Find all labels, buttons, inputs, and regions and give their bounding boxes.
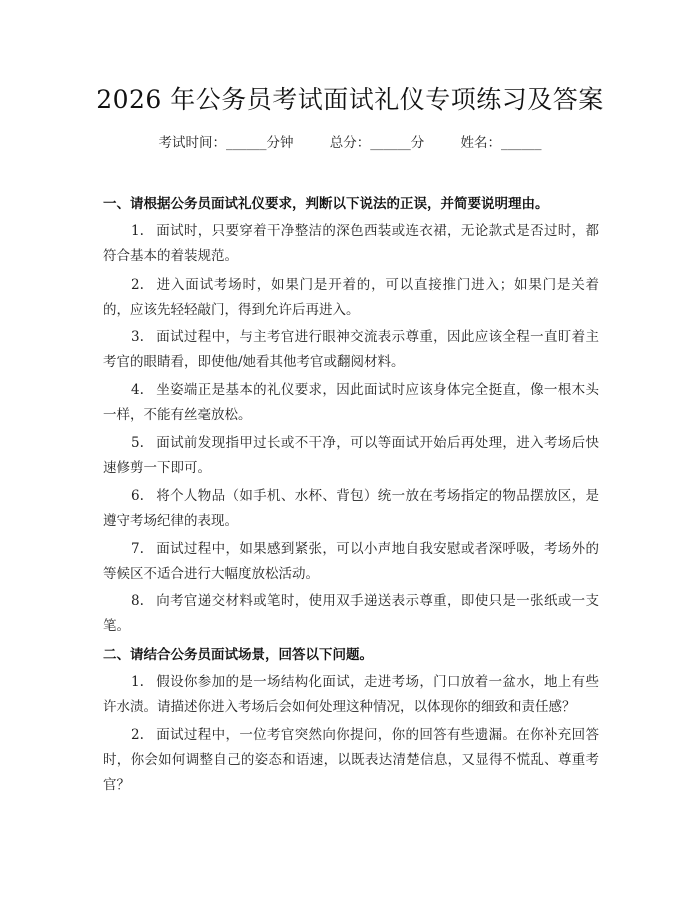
exam-meta [0, 131, 700, 151]
question-1-7 [103, 537, 599, 587]
question-number: 1. [131, 674, 144, 690]
question-number: 3. [131, 329, 144, 345]
question-text: 面试过程中，如果感到紧张，可以小声地自我安慰或者深呼吸，考场外的等候区不适合进行大幅度放松活动。 [103, 541, 599, 582]
question-number: 8. [131, 593, 144, 609]
question-text: 假设你参加的是一场结构化面试，走进考场，门口放着一盆水，地上有些许水渍。请描述你进入考场后会如何处理这种情况，以体现你的细致和责任感？ [103, 674, 599, 715]
question-1-4 [103, 378, 599, 428]
question-text: 向考官递交材料或笔时，使用双手递送表示尊重，即使只是一张纸或一支笔。 [103, 593, 599, 634]
question-number: 5. [131, 435, 144, 451]
question-1-1 [103, 219, 599, 269]
question-1-2 [103, 273, 599, 323]
question-text: 坐姿端正是基本的礼仪要求，因此面试时应该身体完全挺直，像一根木头一样，不能有丝毫放松。 [103, 382, 599, 423]
question-1-6 [103, 484, 599, 534]
question-text: 面试时，只要穿着干净整洁的深色西装或连衣裙，无论款式是否过时，都符合基本的着装规范。 [103, 223, 599, 264]
question-text: 将个人物品（如手机、水杯、背包）统一放在考场指定的物品摆放区，是遵守考场纪律的表现。 [103, 488, 599, 529]
exam-time-field: 考试时间：______分钟 [158, 135, 294, 151]
question-number: 2. [131, 277, 144, 293]
question-1-3 [103, 325, 599, 375]
question-number: 7. [131, 541, 144, 557]
question-number: 2. [131, 727, 144, 743]
name-field: 姓名：______ [460, 135, 542, 151]
question-number: 4. [131, 382, 144, 398]
question-2-1 [103, 670, 599, 720]
question-number: 6. [131, 488, 144, 504]
question-1-5 [103, 431, 599, 481]
question-text: 面试过程中，一位考官突然向你提问，你的回答有些遗漏。在你补充回答时，你会如何调整自己的姿态和语速，以既表达清楚信息，又显得不慌乱、尊重考官？ [103, 727, 599, 793]
question-text: 面试前发现指甲过长或不干净，可以等面试开始后再处理，进入考场后快速修剪一下即可。 [103, 435, 599, 476]
question-2-2 [103, 723, 599, 798]
section-heading-2: 二、请结合公务员面试场景，回答以下问题。 [103, 647, 373, 663]
page-title: 2026 年公务员考试面试礼仪专项练习及答案 [96, 85, 604, 114]
section-heading-1: 一、请根据公务员面试礼仪要求，判断以下说法的正误，并简要说明理由。 [103, 196, 549, 212]
question-text: 面试过程中，与主考官进行眼神交流表示尊重，因此应该全程一直盯着主考官的眼睛看，即使他/她看其他考官或翻阅材料。 [103, 329, 599, 370]
total-score-field: 总分：______分 [329, 135, 425, 151]
question-1-8 [103, 589, 599, 639]
question-number: 1. [131, 223, 144, 239]
question-text: 进入面试考场时，如果门是开着的，可以直接推门进入；如果门是关着的，应该先轻轻敲门，得到允许后再进入。 [103, 277, 599, 318]
